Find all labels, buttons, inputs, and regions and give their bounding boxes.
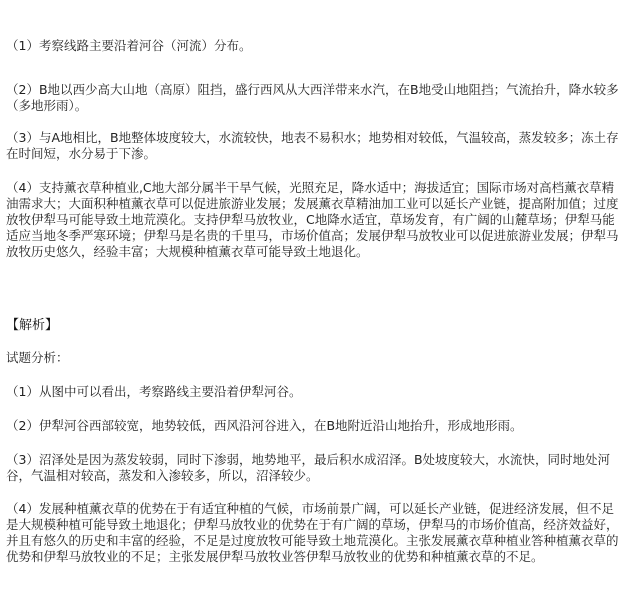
analysis-paragraph-1: （1）从图中可以看出，考察路线主要沿着伊犁河谷。: [6, 384, 302, 399]
analysis-paragraph-3: （3）沼泽处是因为蒸发较弱，同时下渗弱，地势地平，最后积水成沼泽。B处坡度较大，水流快，同时地处河谷，气温相对较高，蒸发和入渗较多，所以，沼泽较少。: [6, 452, 611, 483]
answer-paragraph-3: （3）与A地相比，B地整体坡度较大，水流较快，地表不易积水；地势相对较低，气温较高，蒸发较多；冻土存在时间短，水分易于下渗。: [6, 130, 619, 161]
analysis-intro: 试题分析：: [6, 350, 69, 365]
analysis-heading: 【解析】: [6, 318, 59, 333]
analysis-paragraph-4: （4）发展种植薰衣草的优势在于有适宜种植的气候，市场前景广阔，可以延长产业链，促进经济发展，但不足是大规模种植可能导致土地退化；伊犁马放牧业的优势在于有广阔的草场，伊犁马的市场价值高，经济效益好，并且有悠久的历史和丰富的经验，不足是过度放牧可能导致土地荒漠化。主张发展薰衣草种植业答种植薰衣草的优势和伊犁马放牧业的不足；主张发展伊犁马放牧业答伊犁马放牧业的优势和种植薰衣草的不足。: [6, 501, 619, 564]
analysis-paragraph-2: （2）伊犁河谷西部较宽，地势较低，西风沿河谷进入，在B地附近沿山地抬升，形成地形雨。: [6, 418, 523, 433]
answer-paragraph-4: （4）支持薰衣草种植业,C地大部分属半干旱气候，光照充足，降水适中；海拔适宜；国际市场对高档薰衣草精油需求大；大面积种植薰衣草可以促进旅游业发展；发展薰衣草精油加工业可以延长产业链，提高附加值；过度放牧伊犁马可能导致土地荒漠化。支持伊犁马放牧业，C地降水适宜，草场发育，有广阔的山麓草场；伊犁马能适应当地冬季严寒环境；伊犁马是名贵的千里马，市场价值高；发展伊犁马放牧业可以促进旅游业发展；伊犁马放牧历史悠久，经验丰富；大规模种植薰衣草可能导致土地退化。: [6, 180, 619, 259]
answer-paragraph-2: （2）B地以西少高大山地（高原）阻挡，盛行西风从大西洋带来水汽，在B地受山地阻挡；气流抬升，降水较多（多地形雨）。: [6, 82, 619, 113]
answer-paragraph-1: （1）考察线路主要沿着河谷（河流）分布。: [6, 38, 252, 53]
